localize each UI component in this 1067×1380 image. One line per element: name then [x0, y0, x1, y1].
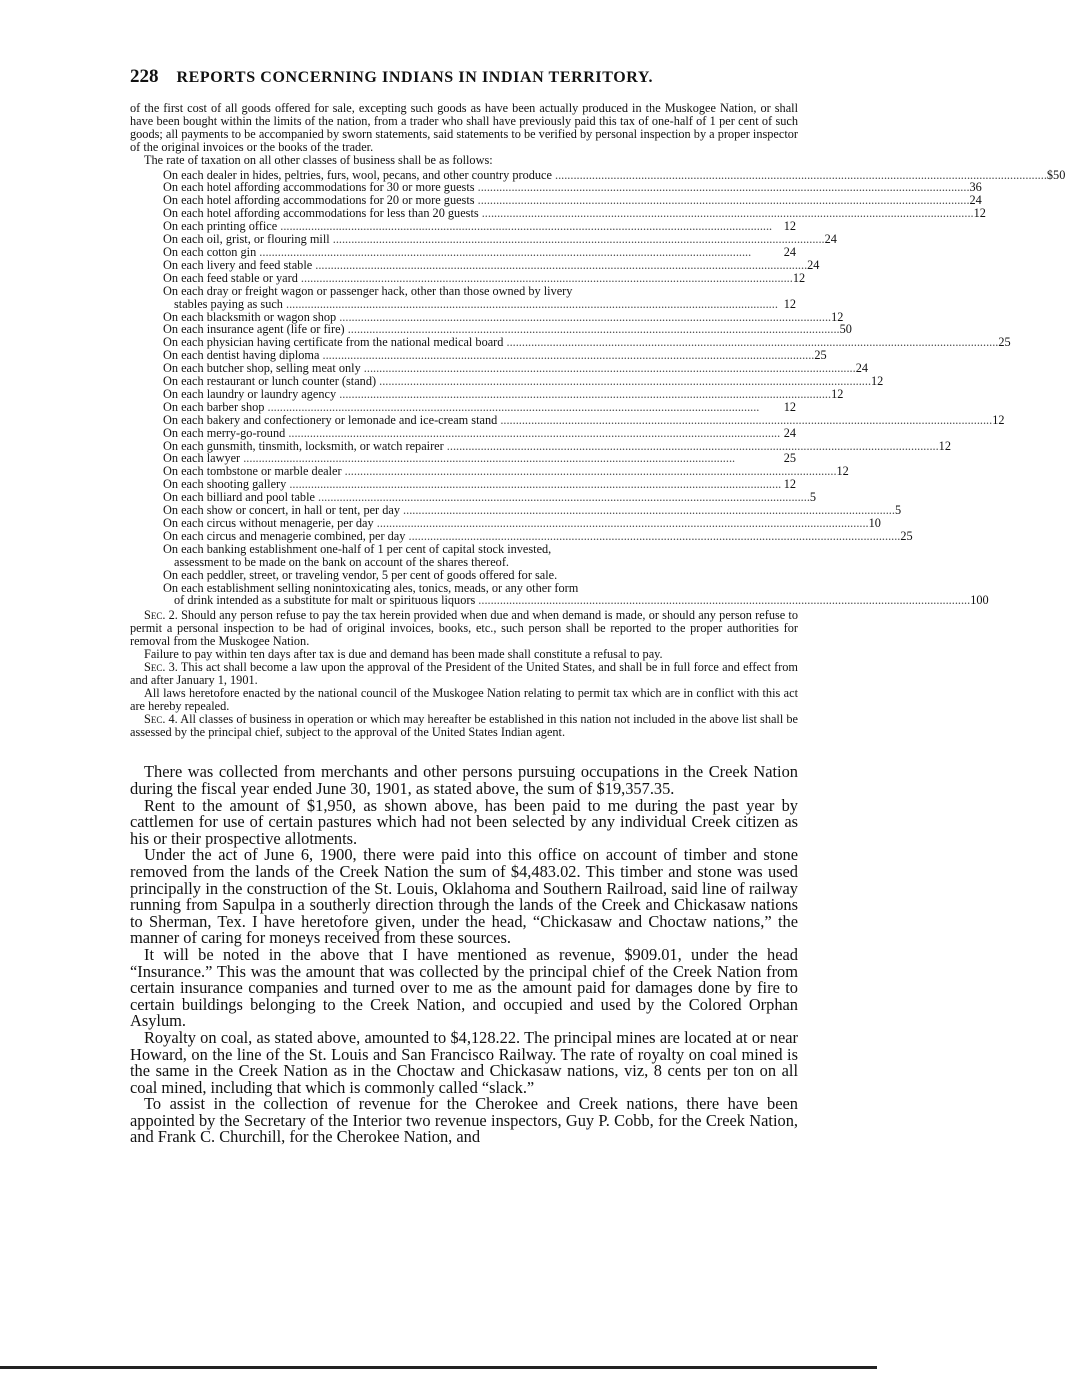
dot-leader: ................................................................................................................................................................ — [329, 232, 825, 247]
dot-leader: ................................................................................................................................................................ — [285, 425, 781, 440]
dot-leader: ................................................................................................................................................................ — [297, 270, 793, 285]
section-number: Sec. 2. — [144, 608, 178, 623]
dot-leader: ................................................................................................................................................................ — [475, 593, 971, 608]
rate-label: On each livery and feed stable — [163, 257, 313, 272]
section-text: This act shall become a law upon the approval of the President of the United States, and shall be in full force and effect from and after January 1, 1901. — [130, 659, 798, 687]
rate-label: On each feed stable or yard — [163, 270, 298, 285]
rate-amount: 24 — [855, 361, 868, 376]
act-section-paragraph — [130, 687, 798, 713]
dot-leader: ................................................................................................................................................................ — [336, 386, 832, 401]
act-section-paragraph — [130, 609, 798, 648]
dot-leader: ................................................................................................................................................................ — [551, 167, 1047, 182]
dot-leader: ................................................................................................................................................................ — [474, 193, 970, 208]
rate-amount: $50 — [1046, 167, 1066, 182]
section-text: Should any person refuse to pay the tax herein provided when due and when demand is made, or should any person refuse to permit a personal inspection to be had of original invoices, books, etc., such person shall be reported to the proper authorities for removal from the Muskogee Nation. — [130, 608, 799, 649]
tax-rate-table — [163, 167, 1066, 608]
rate-label: On each dentist having diploma — [163, 348, 320, 363]
rate-amount: 12 — [938, 438, 951, 453]
rate-label: On each hotel affording accommodations for less than 20 guests — [163, 206, 479, 221]
rate-label: On each merry-go-round — [163, 425, 286, 440]
act-section-paragraph — [130, 713, 798, 739]
rate-amount: 12 — [831, 309, 844, 324]
rate-intro: The rate of taxation on all other classes of business shall be as follows: — [144, 152, 493, 167]
rate-amount: 24 — [824, 232, 837, 247]
dot-leader: ................................................................................................................................................................ — [240, 451, 736, 466]
rate-amount: 36 — [969, 180, 982, 195]
intro-paragraph: of the first cost of all goods offered for sale, excepting such goods as have been actually produced in the Muskogee Nation, or shall have been bought within the limits of the nation, from a trader who shall have previously paid this tax of one-half of 1 per cent of such goods; all payments to be accompanied by sworn statements, said statements to be verified by personal inspection by a proper inspector of the original invoices or the books of the trader. — [130, 101, 798, 154]
dot-leader: ................................................................................................................................................................ — [314, 490, 810, 505]
dot-leader: ................................................................................................................................................................ — [264, 399, 760, 414]
rate-label: On each banking establishment one-half of 1 per cent of capital stock invested, — [163, 541, 552, 556]
tax-rate-row — [163, 580, 989, 608]
body-paragraph: Rent to the amount of $1,950, as shown above, has been paid to me during the past year by cattlemen for use of certain pastures which had not been selected by any individual Creek citizen as his or their prospective allotments. — [130, 795, 798, 848]
body-paragraph: There was collected from merchants and other persons pursuing occupations in the Creek Nation during the fiscal year ended June 30, 1901, as stated above, the sum of $19,357.35. — [130, 762, 798, 798]
dot-leader: ................................................................................................................................................................ — [277, 219, 773, 234]
page-header — [130, 66, 798, 88]
dot-leader: ................................................................................................................................................................ — [319, 348, 815, 363]
rate-amount: 25 — [783, 451, 796, 466]
rate-amount: 12 — [783, 219, 796, 234]
report-body — [130, 764, 798, 1146]
dot-leader: ................................................................................................................................................................ — [376, 374, 872, 389]
tax-rate-row — [163, 285, 798, 311]
section-text: All classes of business in operation or which may hereafter be established in this nation not included in the above list shall be assessed by the principal chief, subject to the approval of the United States Indian agent. — [130, 711, 798, 739]
rate-amount: 5 — [894, 503, 902, 518]
rate-amount: 5 — [809, 490, 817, 505]
act-section-paragraph — [130, 661, 798, 687]
rate-amount: 12 — [792, 270, 806, 285]
rate-amount: 100 — [970, 593, 989, 608]
act-text — [130, 102, 798, 167]
rate-label: On each lawyer — [163, 451, 241, 466]
body-paragraph: To assist in the collection of revenue for the Cherokee and Creek nations, there have been appointed by the Secretary of the Interior two revenue inspectors, Guy P. Cobb, for the Creek Nation, and Frank C. Churchill, for the Cherokee Nation, and — [130, 1094, 798, 1147]
page-bottom-rule — [0, 1366, 877, 1369]
rate-label: On each hotel affording accommodations for 20 or more guests — [163, 193, 475, 208]
rate-label: On each peddler, street, or traveling vendor, 5 per cent of goods offered for sale. — [163, 567, 558, 582]
section-text: All laws heretofore enacted by the national council of the Muskogee Nation relating to permit tax which are in conflict with this act are hereby repealed. — [130, 685, 798, 713]
rate-label: On each restaurant or lunch counter (stand) — [163, 374, 377, 389]
rate-amount: 10 — [868, 516, 881, 530]
rate-amount: 12 — [992, 412, 1005, 427]
rate-label: On each shooting gallery — [163, 477, 287, 492]
dot-leader: ................................................................................................................................................................ — [286, 477, 782, 492]
rate-label: On each printing office — [163, 219, 278, 234]
rate-label: On each barber shop — [163, 399, 265, 414]
dot-leader: ................................................................................................................................................................ — [373, 516, 869, 530]
dot-leader: ................................................................................................................................................................ — [341, 464, 837, 479]
body-paragraph: It will be noted in the above that I have mentioned as revenue, $909.01, under the head “Insurance.” This was the amount that was collected by the principal chief of the Creek Nation from certain insurance companies and turned over to me as the amount paid for damages done by fire to certain buildings belonging to the Creek Nation, and occupied and used by the Colored Orphan Asylum. — [130, 944, 798, 1031]
rate-amount: 12 — [831, 386, 844, 401]
rate-amount: 12 — [783, 399, 796, 414]
rate-label: On each laundry or laundry agency — [163, 386, 337, 401]
rate-label: On each billiard and pool table — [163, 490, 315, 505]
dot-leader: ................................................................................................................................................................ — [474, 180, 970, 195]
rate-label: On each blacksmith or wagon shop — [163, 309, 337, 324]
rate-amount: 12 — [836, 464, 849, 479]
rate-label: On each establishment selling nonintoxicating ales, tonics, meads, or any other form — [163, 580, 579, 595]
rate-label: On each bakery and confectionery or lemonade and ice-cream stand — [163, 412, 498, 427]
rate-amount: 24 — [969, 193, 982, 208]
rate-label: On each physician having certificate from the national medical board — [163, 335, 504, 350]
section-number: Sec. 3. — [144, 659, 178, 674]
rate-amount: 25 — [814, 348, 827, 363]
rate-amount: 24 — [783, 425, 796, 440]
dot-leader: ................................................................................................................................................................ — [336, 309, 832, 324]
rate-label: On each insurance agent (life or fire) — [163, 322, 345, 337]
rate-label: On each oil, grist, or flouring mill — [163, 232, 330, 247]
rate-label: On each gunsmith, tinsmith, locksmith, or watch repairer — [163, 438, 444, 453]
rate-label: On each butcher shop, selling meat only — [163, 361, 361, 376]
rate-label: On each dealer in hides, peltries, furs, wool, pecans, and other country produce — [163, 167, 552, 182]
act-sections — [130, 609, 798, 738]
tax-rate-row — [163, 543, 798, 569]
dot-leader: ................................................................................................................................................................ — [478, 206, 974, 221]
rate-amount: 50 — [839, 322, 852, 337]
rate-amount: 25 — [998, 335, 1011, 350]
dot-leader: ................................................................................................................................................................ — [312, 257, 808, 272]
section-number: Sec. 4. — [144, 711, 178, 726]
rate-amount: 24 — [783, 244, 796, 259]
running-head: REPORTS CONCERNING INDIANS IN INDIAN TERRITORY. — [176, 69, 654, 86]
page-number: 228 — [130, 66, 159, 87]
body-paragraph: Royalty on coal, as stated above, amounted to $4,128.22. The principal mines are located at or near Howard, on the line of the St. Louis and San Francisco Railway. The rate of royalty on coal mined is the same in the Creek Nation as in the Choctaw and Chickasaw nations, viz, 8 cents per ton on all coal mined, including that which is commonly called “slack.” — [130, 1027, 798, 1097]
section-text: Failure to pay within ten days after tax is due and demand has been made shall constitute a refusal to pay. — [144, 647, 663, 662]
tax-rate-row — [163, 270, 806, 285]
dot-leader: ................................................................................................................................................................ — [399, 503, 895, 518]
rate-label: On each hotel affording accommodations for 30 or more guests — [163, 180, 475, 195]
dot-leader: ................................................................................................................................................................ — [503, 335, 999, 350]
tax-rate-row — [163, 569, 798, 582]
rate-label-continued: stables paying as such — [174, 296, 283, 311]
rate-amount: 12 — [783, 296, 796, 311]
dot-leader: ................................................................................................................................................................ — [405, 528, 901, 543]
rate-amount: 25 — [900, 528, 913, 543]
rate-label: On each show or concert, in hall or tent, per day — [163, 503, 400, 518]
dot-leader: ................................................................................................................................................................ — [443, 438, 939, 453]
rate-label: On each circus without menagerie, per day — [163, 516, 374, 530]
rate-label: On each cotton gin — [163, 244, 257, 259]
dot-leader: ................................................................................................................................................................ — [282, 296, 778, 311]
document-page — [130, 66, 1066, 1147]
dot-leader: ................................................................................................................................................................ — [497, 412, 993, 427]
rate-label: On each dray or freight wagon or passenger hack, other than those owned by livery — [163, 283, 573, 298]
tax-rate-row — [163, 528, 913, 543]
rate-label-continued: of drink intended as a substitute for malt or spirituous liquors — [174, 593, 476, 608]
rate-amount: 12 — [783, 477, 796, 492]
body-paragraph: Under the act of June 6, 1900, there were paid into this office on account of timber and stone removed from the lands of the Creek Nation the sum of $4,483.02. This timber and stone was used principally in the construction of the St. Louis, Oklahoma and Southern Railroad, said line of railway running from Sapulpa in a southerly direction through the lands of the Creek and Chickasaw nations to Sherman, Tex. I have heretofore given, under the head, “Chickasaw and Choctaw nations,” the manner of caring for moneys received from these sources. — [130, 845, 798, 948]
dot-leader: ................................................................................................................................................................ — [344, 322, 840, 337]
rate-label: On each circus and menagerie combined, per day — [163, 528, 406, 543]
dot-leader: ................................................................................................................................................................ — [360, 361, 856, 376]
rate-amount: 24 — [807, 257, 820, 272]
rate-label: On each tombstone or marble dealer — [163, 464, 342, 479]
rate-label-continued: assessment to be made on the bank on account of the shares thereof. — [174, 554, 509, 569]
rate-amount: 12 — [973, 206, 986, 221]
dot-leader: ................................................................................................................................................................ — [256, 244, 752, 259]
rate-amount: 12 — [871, 374, 884, 389]
